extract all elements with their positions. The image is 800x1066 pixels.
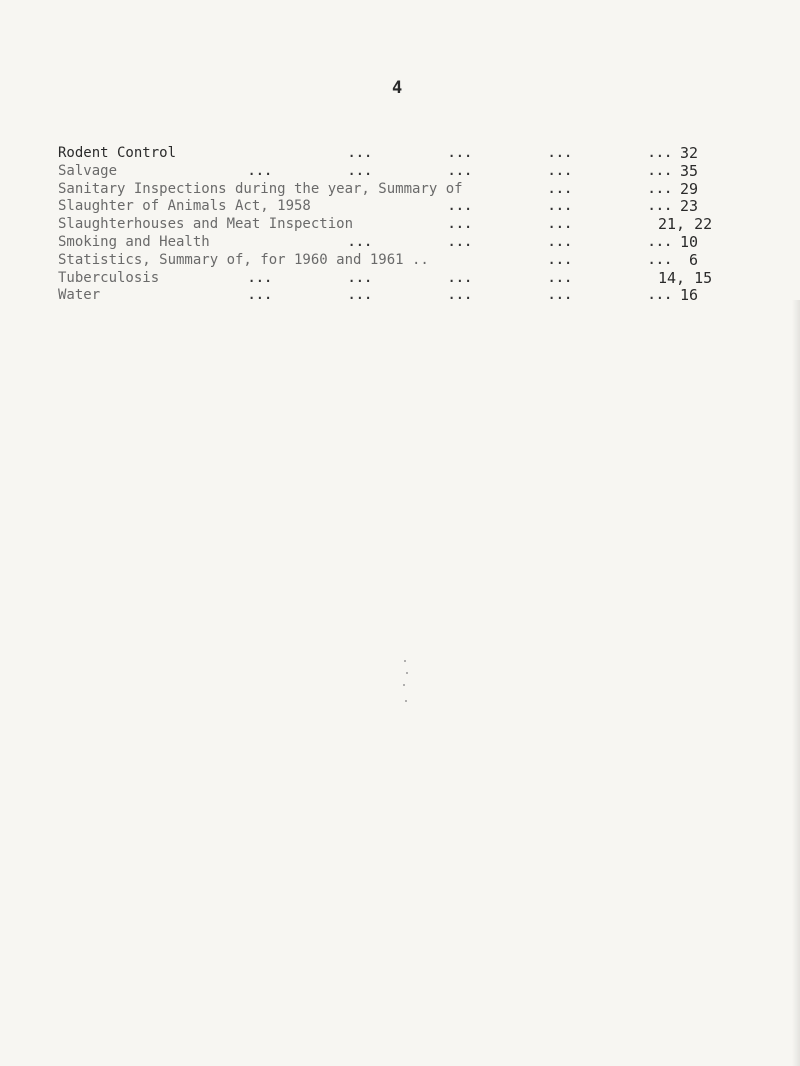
entry-page: 14, 15	[658, 268, 713, 287]
entry-title: Sanitary Inspections during the year, Summary of	[58, 180, 463, 197]
speck	[406, 672, 408, 674]
entry-title: Slaughter of Animals Act, 1958	[58, 198, 311, 215]
entry-page: 32	[679, 144, 698, 162]
index-entry	[58, 287, 698, 305]
dot-leader: ...	[248, 163, 273, 178]
entry-title: Rodent Control	[58, 145, 177, 161]
dot-leader: ...	[648, 163, 673, 178]
dot-leader: ...	[448, 217, 473, 232]
entry-page: 21, 22	[658, 215, 713, 234]
index-entry	[58, 198, 698, 216]
index-entry	[58, 163, 698, 181]
dot-leader: ...	[648, 146, 673, 160]
entry-title: Tuberculosis	[58, 269, 160, 286]
speck	[405, 700, 407, 702]
dot-leader: ...	[348, 234, 373, 249]
entry-page: 29	[679, 179, 698, 198]
dot-leader: ...	[648, 288, 673, 303]
entry-page: 6	[688, 250, 698, 269]
dot-leader: ...	[548, 199, 573, 214]
index-entry	[58, 252, 698, 270]
index-entry	[58, 145, 698, 163]
dot-leader: ...	[348, 146, 373, 160]
speck	[404, 660, 406, 662]
dot-leader: ...	[548, 217, 573, 232]
dot-leader: ...	[348, 270, 373, 285]
entry-title: Water	[58, 287, 101, 304]
index-entry	[58, 181, 698, 199]
dot-leader: ...	[548, 270, 573, 285]
entry-title: Salvage	[58, 162, 118, 179]
dot-leader: ...	[648, 234, 673, 249]
index-entry	[58, 234, 698, 252]
dot-leader: ...	[548, 181, 573, 196]
dot-leader: ...	[548, 234, 573, 249]
page-number: 4	[392, 78, 403, 98]
index-entry	[58, 268, 713, 288]
dot-leader: ...	[548, 252, 573, 267]
dot-leader: ...	[448, 163, 473, 178]
index-list	[58, 144, 713, 305]
dot-leader: ...	[648, 252, 673, 267]
entry-title: Smoking and Health	[58, 233, 210, 250]
dot-leader: ...	[448, 270, 473, 285]
dot-leader: ...	[448, 199, 473, 214]
dot-leader: ...	[648, 181, 673, 196]
entry-title: Statistics, Summary of, for 1960 and 1961 ..	[58, 251, 429, 268]
page-edge-shadow	[792, 300, 800, 1066]
entry-page: 23	[679, 197, 698, 216]
index-entry	[58, 215, 713, 234]
entry-page: 16	[679, 286, 698, 305]
dot-leader: ...	[548, 163, 573, 178]
dot-leader: ...	[448, 288, 473, 303]
dot-leader: ...	[348, 163, 373, 178]
dot-leader: ...	[348, 288, 373, 303]
speck	[403, 684, 405, 686]
paper-specks	[400, 660, 412, 720]
entry-title: Slaughterhouses and Meat Inspection	[58, 216, 354, 233]
dot-leader: ...	[448, 234, 473, 249]
dot-leader: ...	[648, 199, 673, 214]
dot-leader: ...	[248, 270, 273, 285]
dot-leader: ...	[548, 288, 573, 303]
entry-page: 10	[679, 232, 698, 251]
dot-leader: ...	[548, 146, 573, 160]
dot-leader: ...	[248, 288, 273, 303]
entry-page: 35	[679, 161, 698, 180]
dot-leader: ...	[448, 146, 473, 160]
